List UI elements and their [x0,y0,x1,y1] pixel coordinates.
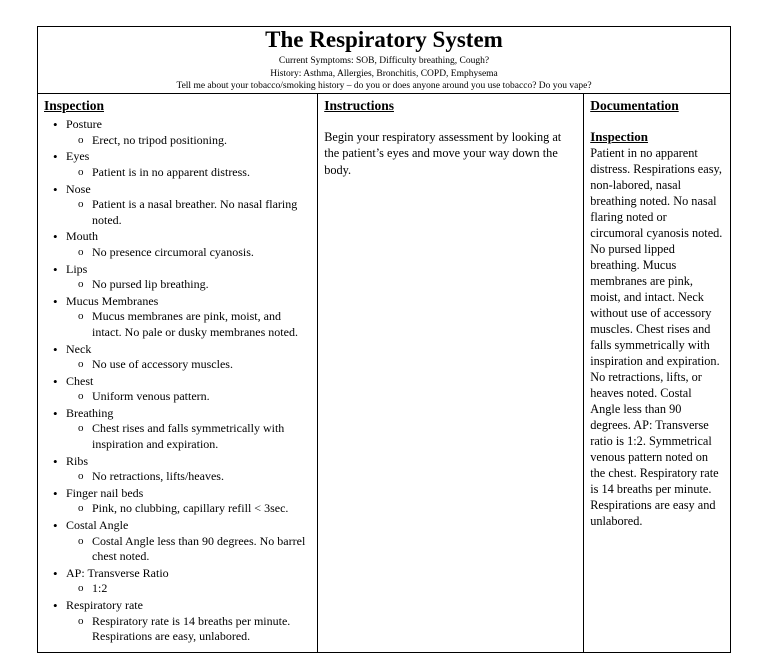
inspection-sub-list [66,309,311,340]
inspection-list-container [38,117,317,652]
list-item [66,342,311,373]
list-item [66,518,311,565]
inspection-item-label: • Breathing [66,406,311,422]
inspection-list [44,117,311,645]
inspection-sub-item: o Erect, no tripod positioning. [92,133,311,149]
inspection-sub-item: o Mucus membranes are pink, moist, and intact. No pale or dusky membranes noted. [92,309,311,340]
list-item [66,229,311,260]
inspection-sub-list [66,245,311,261]
inspection-sub-list [66,277,311,293]
inspection-item-label: • Chest [66,374,311,390]
title-row [38,27,731,94]
inspection-sub-item: o 1:2 [92,581,311,597]
inspection-sub-list [66,389,311,405]
inspection-sub-item: o Uniform venous pattern. [92,389,311,405]
inspection-sub-item: o No presence circumoral cyanosis. [92,245,311,261]
documentation-body [584,129,730,536]
inspection-item-label: • Lips [66,262,311,278]
list-item [66,406,311,453]
subtitle-line-2: History: Asthma, Allergies, Bronchitis, COPD, Emphysema [270,68,498,79]
instructions-column-header: Instructions [324,98,394,114]
inspection-sub-item: o Patient is a nasal breather. No nasal flaring noted. [92,197,311,228]
inspection-item-label: • Mouth [66,229,311,245]
inspection-sub-list [66,357,311,373]
inspection-sub-item: o No pursed lip breathing. [92,277,311,293]
subtitle-line-3: Tell me about your tobacco/smoking history – do you or does anyone around you use tobacco? Do you vape? [176,81,592,92]
inspection-sub-list [66,501,311,517]
list-item [66,566,311,597]
respiratory-system-table [37,26,731,653]
page-title: The Respiratory System [265,27,503,52]
inspection-sub-list [66,469,311,485]
list-item [66,374,311,405]
list-item [66,294,311,341]
inspection-sub-item: o Patient is in no apparent distress. [92,165,311,181]
inspection-item-label: • Mucus Membranes [66,294,311,310]
inspection-item-label: • Nose [66,182,311,198]
inspection-sub-item: o Respiratory rate is 14 breaths per minute. Respirations are easy, unlabored. [92,614,311,645]
instructions-column [318,94,584,653]
inspection-sub-list [66,581,311,597]
documentation-column-header: Documentation [590,98,679,114]
inspection-item-label: • Respiratory rate [66,598,311,614]
inspection-item-label: • Posture [66,117,311,133]
instructions-text: Begin your respiratory assessment by looking at the patient’s eyes and move your way down the body. [324,130,562,177]
list-item [66,117,311,148]
inspection-sub-item: o Chest rises and falls symmetrically with inspiration and expiration. [92,421,311,452]
inspection-sub-item: o No use of accessory muscles. [92,357,311,373]
inspection-item-label: • Ribs [66,454,311,470]
inspection-sub-list [66,614,311,645]
inspection-sub-item: o Costal Angle less than 90 degrees. No barrel chest noted. [92,534,311,565]
documentation-column [584,94,731,653]
inspection-item-label: • Finger nail beds [66,486,311,502]
inspection-item-label: • Eyes [66,149,311,165]
content-row [38,94,731,653]
list-item [66,149,311,180]
inspection-item-label: • AP: Transverse Ratio [66,566,311,582]
list-item [66,486,311,517]
inspection-sub-list [66,197,311,228]
inspection-sub-list [66,421,311,452]
documentation-paragraph: Patient in no apparent distress. Respirations easy, non-labored, nasal breathing noted. No nasal flaring noted or circumoral cyanosis noted. No pursed lipped breathing. Mucus membranes are pink, moist, and intact. Neck without use of accessory muscles. Chest rises and falls symmetrically with inspiration and expiration. No retractions, lifts, or heaves noted. Costal Angle less than 90 degrees. AP: Transverse ratio is 1:2. Symmetrical venous pattern noted on the chest. Respiratory rate is 14 breaths per minute. Respirations are easy and unlabored. [590,146,723,528]
inspection-sub-list [66,165,311,181]
inspection-column-header: Inspection [44,98,105,114]
list-item [66,598,311,645]
subtitle-line-1: Current Symptoms: SOB, Difficulty breathing, Cough? [278,55,490,66]
inspection-item-label: • Neck [66,342,311,358]
documentation-section-title: Inspection [590,129,649,145]
inspection-sub-item: o No retractions, lifts/heaves. [92,469,311,485]
list-item [66,262,311,293]
inspection-item-label: • Costal Angle [66,518,311,534]
list-item [66,182,311,229]
inspection-sub-list [66,534,311,565]
inspection-column [38,94,318,653]
list-item [66,454,311,485]
document-header-cell [38,27,731,94]
inspection-sub-list [66,133,311,149]
inspection-sub-item: o Pink, no clubbing, capillary refill < 3sec. [92,501,311,517]
